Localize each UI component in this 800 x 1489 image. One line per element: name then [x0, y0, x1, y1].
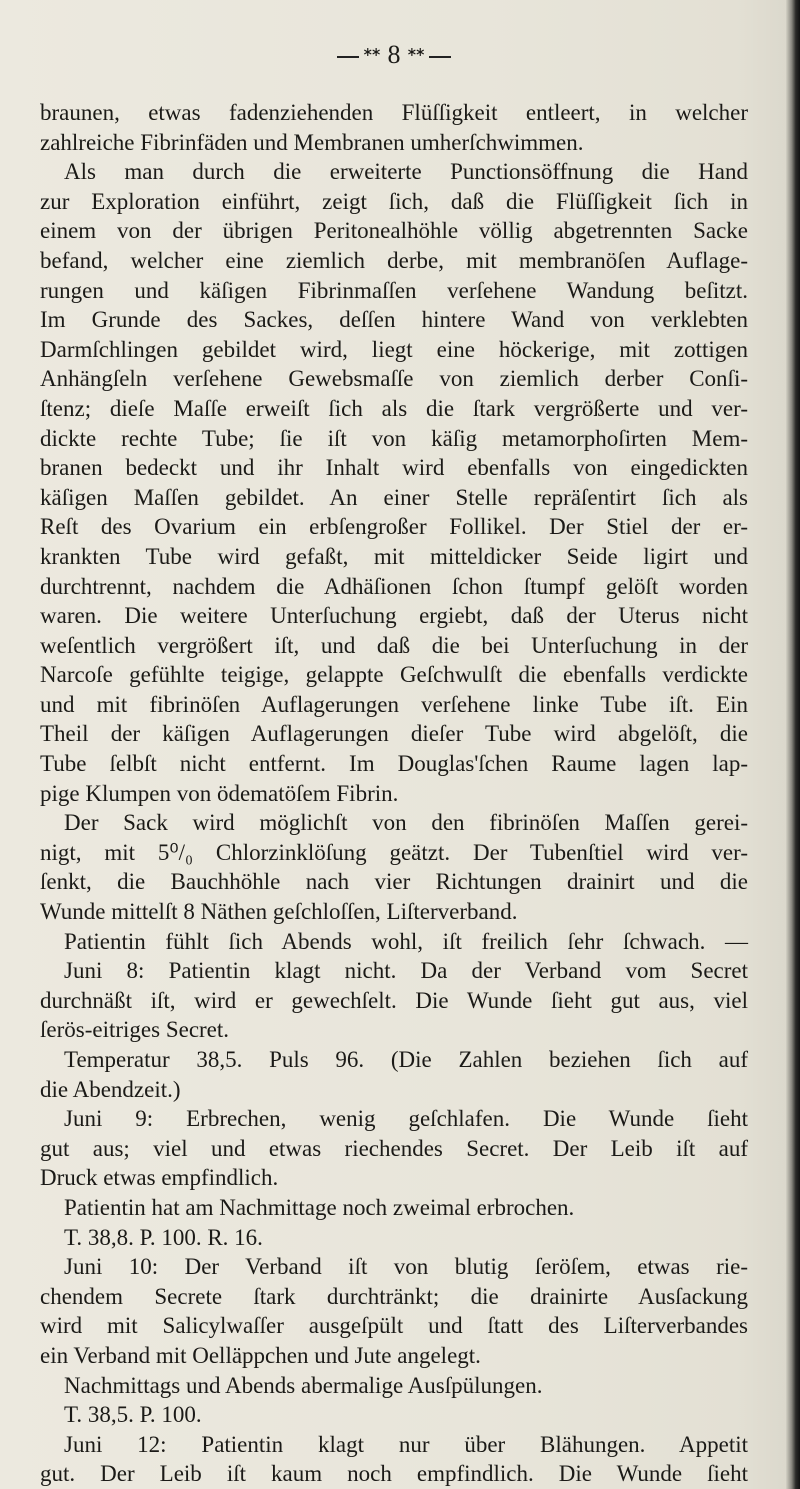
text-line: nigt, mit 5⁰/₀ Chlorzinklöſung geätzt. Der Tubenſtiel wird ver- — [40, 839, 748, 865]
text-line: Als man durch die erweiterte Punctionsöffnung die Hand — [64, 159, 748, 185]
text-line: waren. Die weitere Unterſuchung ergiebt, daß der Uterus nicht — [40, 603, 748, 629]
text-line: Anhängſeln verſehene Gewebsmaſſe von ziemlich derber Conſi- — [40, 366, 748, 392]
page-number: 8 — [387, 40, 401, 69]
text-line: Narcoſe gefühlte teigige, gelappte Geſchwulſt die ebenfalls verdickte — [40, 662, 748, 688]
text-line: pige Klumpen von ödematöſem Fibrin. — [40, 780, 399, 806]
text-line: ſerös-eitriges Secret. — [40, 1017, 230, 1043]
page-body-text — [40, 98, 748, 1489]
text-line: Wunde mittelſt 8 Näthen geſchloſſen, Liſterverband. — [40, 899, 518, 925]
text-line: ein Verband mit Oelläppchen und Jute angelegt. — [40, 1342, 481, 1368]
text-line: ſtenz; dieſe Maſſe erweiſt ſich als die ſtark vergrößerte und ver- — [40, 395, 748, 421]
text-line: Nachmittags und Abends abermalige Ausſpülungen. — [64, 1372, 543, 1398]
text-line: durchnäßt iſt, wird er gewechſelt. Die Wunde ſieht gut aus, viel — [40, 987, 748, 1013]
text-line: zahlreiche Fibrinfäden und Membranen umherſchwimmen. — [40, 129, 584, 155]
text-line: Im Grunde des Sackes, deſſen hintere Wand von verklebten — [40, 307, 748, 333]
text-line: ſenkt, die Bauchhöhle nach vier Richtungen drainirt und die — [40, 869, 748, 895]
text-line: Theil der käſigen Auflagerungen dieſer Tube wird abgelöſt, die — [40, 721, 748, 747]
text-line: chendem Secrete ſtark durchtränkt; die drainirte Ausſackung — [40, 1283, 748, 1309]
text-line: Tube ſelbſt nicht entfernt. Im Douglas'ſchen Raume lagen lap- — [40, 751, 748, 777]
text-line: Juni 12: Patientin klagt nur über Blähungen. Appetit — [64, 1431, 748, 1457]
text-line: krankten Tube wird gefaßt, mit mitteldicker Seide ligirt und — [40, 543, 748, 569]
text-line: käſigen Maſſen gebildet. An einer Stelle repräſentirt ſich als — [40, 484, 748, 510]
text-line: braunen, etwas fadenziehenden Flüſſigkeit entleert, in welcher — [40, 100, 748, 125]
text-line: T. 38,5. P. 100. — [64, 1402, 202, 1428]
text-line: gut. Der Leib iſt kaum noch empfindlich. Die Wunde ſieht — [40, 1461, 748, 1487]
page-binding-edge — [786, 0, 800, 1489]
header-ornament-right — [429, 56, 451, 58]
text-line: weſentlich vergrößert iſt, und daß die bei Unterſuchung in der — [40, 632, 748, 658]
text-line: befand, welcher eine ziemlich derbe, mit membranöſen Auflage- — [40, 247, 748, 273]
text-line: branen bedeckt und ihr Inhalt wird ebenfalls von eingedickten — [40, 455, 748, 481]
text-line: Reſt des Ovarium ein erbſengroßer Follikel. Der Stiel der er- — [40, 514, 748, 540]
text-line: Der Sack wird möglichſt von den fibrinöſen Maſſen gerei- — [64, 810, 748, 836]
text-line: dickte rechte Tube; ſie iſt von käſig metamorphoſirten Mem- — [40, 425, 748, 451]
text-line: Patientin fühlt ſich Abends wohl, iſt freilich ſehr ſchwach. — — [64, 928, 748, 954]
text-line: die Abendzeit.) — [40, 1076, 181, 1102]
text-line: gut aus; viel und etwas riechendes Secret. Der Leib iſt auf — [40, 1135, 748, 1161]
text-line: zur Exploration einführt, zeigt ſich, daß die Flüſſigkeit ſich in — [40, 188, 748, 214]
text-line: Patientin hat am Nachmittage noch zweimal erbrochen. — [64, 1194, 575, 1220]
text-line: Darmſchlingen gebildet wird, liegt eine höckerige, mit zottigen — [40, 336, 748, 362]
text-line: einem von der übrigen Peritonealhöhle völlig abgetrennten Sacke — [40, 218, 748, 244]
header-curl-right: ᕯ — [407, 44, 426, 70]
text-line: T. 38,8. P. 100. R. 16. — [64, 1224, 263, 1250]
text-line: durchtrennt, nachdem die Adhäſionen ſchon ſtumpf gelöſt worden — [40, 573, 748, 599]
text-line: und mit fibrinöſen Auflagerungen verſehene linke Tube iſt. Ein — [40, 691, 748, 717]
text-line: Temperatur 38,5. Puls 96. (Die Zahlen beziehen ſich auf — [64, 1047, 748, 1072]
text-line: wird mit Salicylwaſſer ausgeſpült und ſtatt des Liſterverbandes — [40, 1313, 748, 1339]
text-line: rungen und käſigen Fibrinmaſſen verſehene Wandung beſitzt. — [40, 277, 748, 303]
header-ornament-left — [337, 56, 359, 58]
header-curl-left: ᕯ — [362, 44, 381, 70]
text-line: Druck etwas empfindlich. — [40, 1165, 279, 1191]
text-line: Juni 9: Erbrechen, wenig geſchlafen. Die Wunde ſieht — [64, 1106, 748, 1132]
text-line: Juni 10: Der Verband iſt von blutig ſeröſem, etwas rie- — [64, 1254, 748, 1280]
text-line: Juni 8: Patientin klagt nicht. Da der Verband vom Secret — [64, 958, 748, 984]
page-header — [0, 40, 788, 72]
